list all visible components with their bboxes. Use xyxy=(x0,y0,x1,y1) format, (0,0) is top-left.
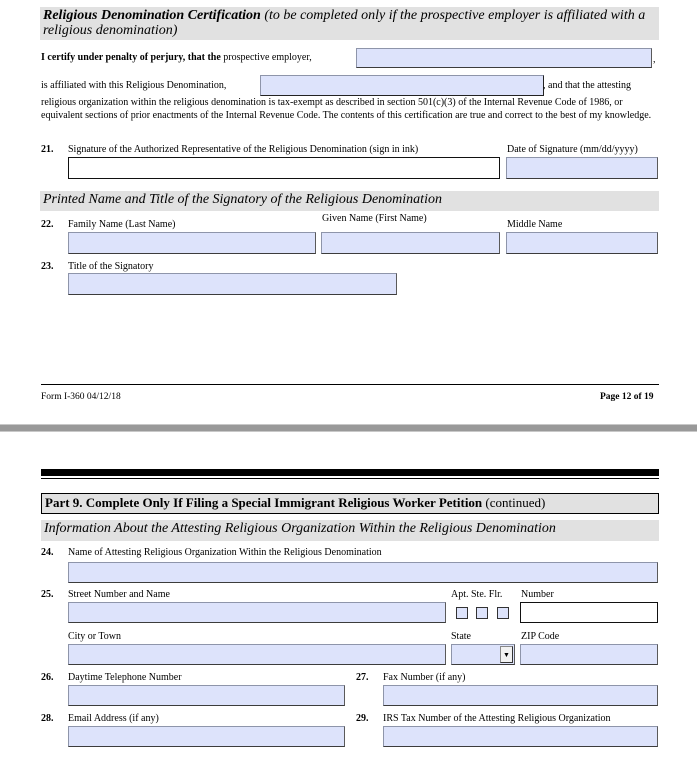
part-9-title: Part 9. Complete Only If Filing a Special Immigrant Religious Worker Petition xyxy=(45,495,483,510)
city-label: City or Town xyxy=(68,631,122,642)
zip-label: ZIP Code xyxy=(521,631,560,642)
family-name-input[interactable] xyxy=(68,232,316,254)
certification-paragraph: religious organization within the religious denomination is tax-exempt as described in section 501(c)(3) of the Internal Revenue Code of 1986, or equivalent sections of prior enactments of the Internal Revenue Code. The contents of this certification are true and correct to the best of my knowledge. xyxy=(41,97,652,121)
irs-tax-number-label: IRS Tax Number of the Attesting Religious Organization xyxy=(383,713,611,724)
signature-input[interactable] xyxy=(68,157,500,179)
part-9-continued: (continued) xyxy=(482,495,546,510)
middle-name-label: Middle Name xyxy=(507,219,563,230)
given-name-label: Given Name (First Name) xyxy=(322,213,427,224)
middle-name-input[interactable] xyxy=(506,232,658,254)
item-24-number: 24. xyxy=(41,547,54,558)
city-input[interactable] xyxy=(68,644,446,665)
fax-input[interactable] xyxy=(383,685,658,706)
street-label: Street Number and Name xyxy=(68,589,170,600)
ste-checkbox[interactable] xyxy=(476,607,488,619)
certification-section-header xyxy=(40,7,659,40)
certification-title-note-line2: religious denomination) xyxy=(43,23,178,38)
page-number: Page 12 of 19 xyxy=(600,392,654,402)
org-name-label: Name of Attesting Religious Organization Within the Religious Denomination xyxy=(68,547,382,558)
date-of-signature-label: Date of Signature (mm/dd/yyyy) xyxy=(507,144,638,155)
item-21-number: 21. xyxy=(41,144,54,155)
flr-checkbox[interactable] xyxy=(497,607,509,619)
printed-name-section-title: Printed Name and Title of the Signatory of the Religious Denomination xyxy=(43,192,442,207)
item-27-number: 27. xyxy=(356,672,369,683)
state-select[interactable] xyxy=(451,644,515,665)
number-label: Number xyxy=(521,589,554,600)
item-26-number: 26. xyxy=(41,672,54,683)
certification-title: Religious Denomination Certification xyxy=(43,8,261,23)
comma: , xyxy=(653,54,656,65)
family-name-label: Family Name (Last Name) xyxy=(68,219,176,230)
zip-input[interactable] xyxy=(520,644,658,665)
item-25-number: 25. xyxy=(41,589,54,600)
given-name-input[interactable] xyxy=(321,232,500,254)
phone-input[interactable] xyxy=(68,685,345,706)
footer-rule xyxy=(41,384,659,385)
prospective-employer-input[interactable] xyxy=(356,48,652,68)
apt-checkbox[interactable] xyxy=(456,607,468,619)
signature-label: Signature of the Authorized Representative of the Religious Denomination (sign in ink) xyxy=(68,144,419,155)
signatory-title-label: Title of the Signatory xyxy=(68,261,154,272)
chevron-down-icon[interactable]: ▼ xyxy=(500,646,513,663)
item-28-number: 28. xyxy=(41,713,54,724)
religious-denomination-input[interactable] xyxy=(260,75,544,96)
street-input[interactable] xyxy=(68,602,446,623)
printed-name-section-header xyxy=(40,191,659,211)
page-header-thick-rule xyxy=(41,469,659,476)
apt-ste-flr-label: Apt. Ste. Flr. xyxy=(451,589,503,600)
affiliated-text: is affiliated with this Religious Denomination, xyxy=(41,80,227,91)
item-29-number: 29. xyxy=(356,713,369,724)
state-label: State xyxy=(451,631,471,642)
fax-label: Fax Number (if any) xyxy=(383,672,466,683)
certify-statement: I certify under penalty of perjury, that the prospective employer, xyxy=(41,52,312,63)
certification-title-note: (to be completed only if the prospective employer is affiliated with a xyxy=(260,8,646,23)
attesting-org-section-header xyxy=(41,520,659,541)
item-23-number: 23. xyxy=(41,261,54,272)
form-id: Form I-360 04/12/18 xyxy=(41,392,121,402)
part-9-header xyxy=(41,493,659,514)
date-of-signature-input[interactable] xyxy=(506,157,658,179)
signatory-title-input[interactable] xyxy=(68,273,397,295)
page-header-thin-rule xyxy=(41,478,659,479)
irs-tax-number-input[interactable] xyxy=(383,726,658,747)
unit-number-input[interactable] xyxy=(520,602,658,623)
item-22-number: 22. xyxy=(41,219,54,230)
org-name-input[interactable] xyxy=(68,562,658,583)
page-separator xyxy=(0,424,697,432)
phone-label: Daytime Telephone Number xyxy=(68,672,182,683)
email-label: Email Address (if any) xyxy=(68,713,159,724)
email-input[interactable] xyxy=(68,726,345,747)
and-that-text: , and that the attesting xyxy=(543,80,632,91)
attesting-org-section-title: Information About the Attesting Religious Organization Within the Religious Denomination xyxy=(44,521,556,536)
